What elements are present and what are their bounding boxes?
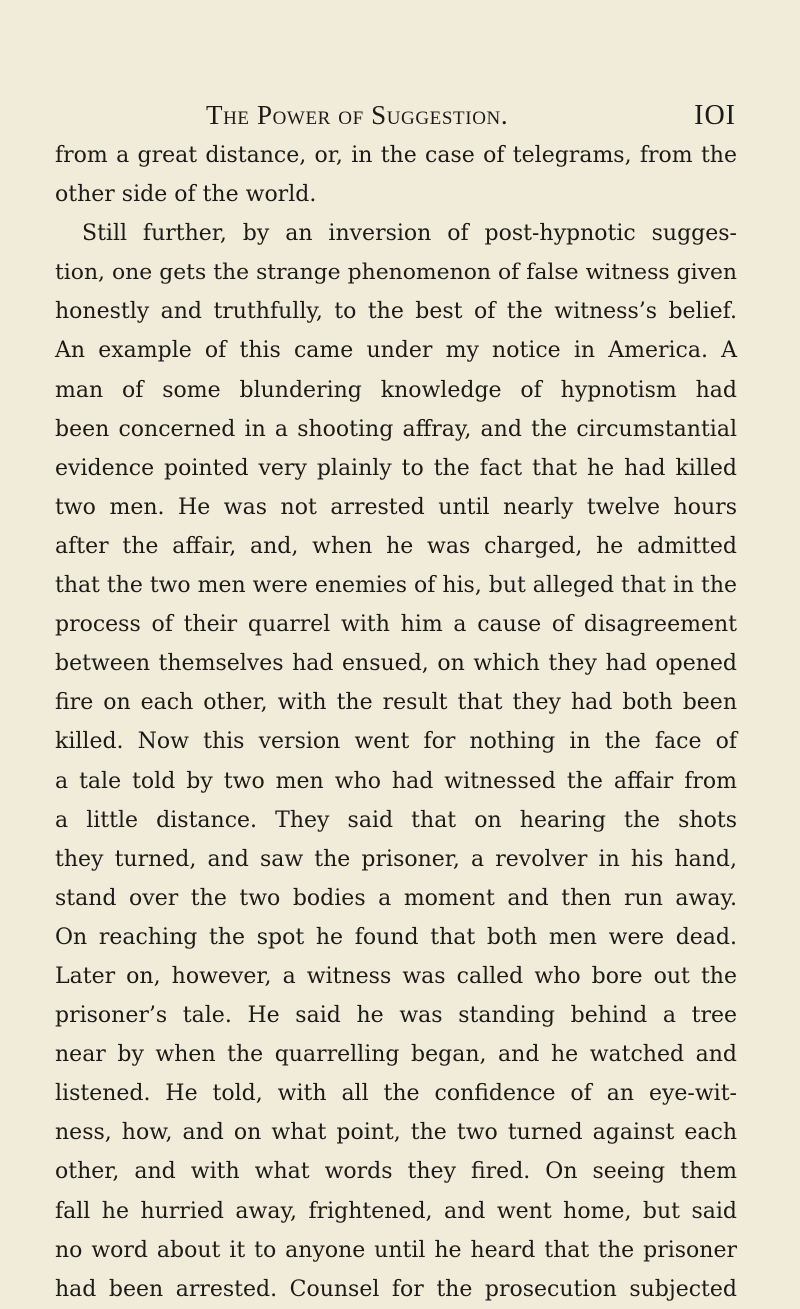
text-line: no word about it to anyone until he heard that the prisoner bbox=[55, 1237, 737, 1263]
text-line: a tale told by two men who had witnessed the affair from bbox=[55, 768, 737, 794]
text-line: evidence pointed very plainly to the fact that he had killed bbox=[55, 455, 737, 481]
text-line: two men. He was not arrested until nearly twelve hours bbox=[55, 494, 737, 520]
text-line: after the affair, and, when he was charged, he admitted bbox=[55, 533, 737, 559]
text-line: fire on each other, with the result that they had both been bbox=[55, 690, 737, 716]
text-line: near by when the quarrelling began, and he watched and bbox=[55, 1042, 737, 1068]
text-line: tion, one gets the strange phenomenon of false witness given bbox=[55, 260, 737, 286]
text-line: from a great distance, or, in the case of telegrams, from the bbox=[55, 143, 737, 168]
text-line: fall he hurried away, frightened, and went home, but said bbox=[55, 1198, 737, 1224]
text-line: process of their quarrel with him a cause of disagreement bbox=[55, 612, 737, 638]
text-line: that the two men were enemies of his, but alleged that in the bbox=[55, 573, 737, 599]
text-line: An example of this came under my notice in America. A bbox=[55, 338, 737, 364]
text-line: Later on, however, a witness was called who bore out the bbox=[55, 963, 737, 989]
text-line: prisoner’s tale. He said he was standing behind a tree bbox=[55, 1003, 737, 1029]
text-line: had been arrested. Counsel for the prosecution subjected bbox=[55, 1276, 737, 1302]
text-line: stand over the two bodies a moment and then run away. bbox=[55, 885, 737, 911]
text-line: ness, how, and on what point, the two turned against each bbox=[55, 1120, 737, 1146]
text-line: between themselves had ensued, on which they had opened bbox=[55, 651, 737, 677]
text-line: honestly and truthfully, to the best of the witness’s belief. bbox=[55, 299, 737, 325]
text-line: a little distance. They said that on hearing the shots bbox=[55, 807, 737, 833]
text-line: killed. Now this version went for nothing in the face of bbox=[55, 729, 737, 755]
running-head: The Power of Suggestion. bbox=[206, 100, 509, 130]
text-line: been concerned in a shooting affray, and the circumstantial bbox=[55, 416, 737, 442]
page-header bbox=[206, 100, 736, 134]
text-line: they turned, and saw the prisoner, a revolver in his hand, bbox=[55, 846, 737, 872]
text-line: other side of the world. bbox=[55, 182, 317, 208]
text-line: listened. He told, with all the confidence of an eye-wit- bbox=[55, 1081, 737, 1107]
text-line: Still further, by an inversion of post-hypnotic sugges- bbox=[82, 221, 737, 247]
text-line: man of some blundering knowledge of hypnotism had bbox=[55, 377, 737, 403]
body-text bbox=[55, 136, 737, 1309]
text-line: other, and with what words they fired. On seeing them bbox=[55, 1159, 737, 1185]
text-line: On reaching the spot he found that both men were dead. bbox=[55, 924, 737, 950]
page-number: IOI bbox=[694, 100, 736, 131]
